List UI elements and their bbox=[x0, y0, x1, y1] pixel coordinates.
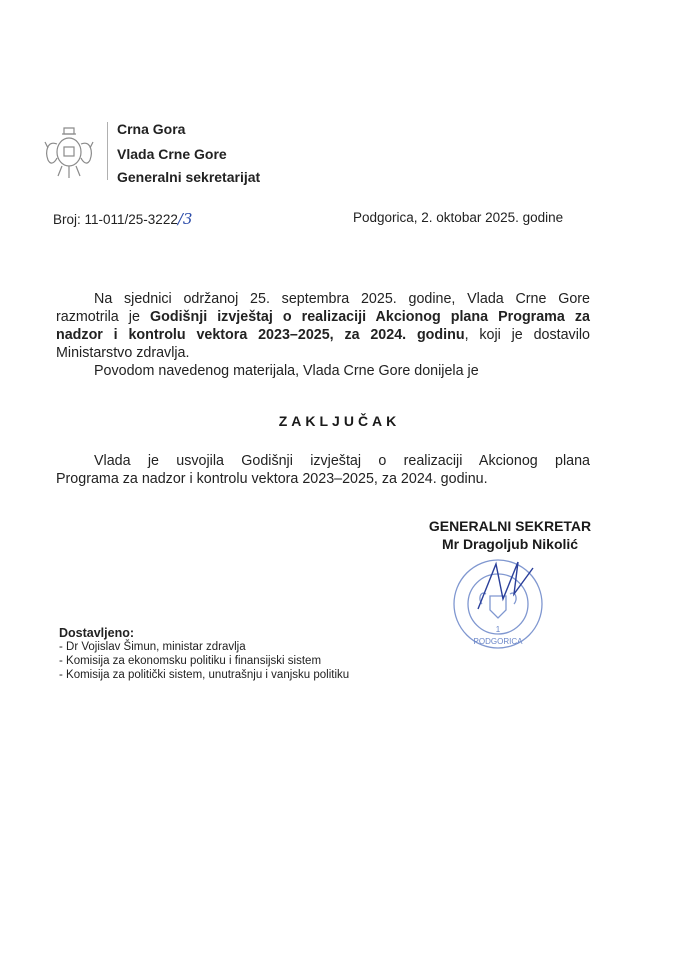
reference-number: Broj: 11-011/25-3222/3 bbox=[53, 210, 193, 228]
signatory-title: GENERALNI SEKRETAR bbox=[428, 518, 592, 534]
header-country: Crna Gora bbox=[117, 121, 186, 137]
distribution-item: - Komisija za ekonomsku politiku i finansijski sistem bbox=[59, 655, 322, 667]
place-date: Podgorica, 2. oktobar 2025. godine bbox=[353, 210, 564, 225]
svg-text:PODGORICA: PODGORICA bbox=[473, 637, 523, 646]
document-title: ZAKLJUČAK bbox=[278, 413, 401, 429]
official-stamp bbox=[448, 554, 558, 654]
conclusion-line: Vlada je usvojila Godišnji izvještaj o realizaciji Akcionog plana bbox=[94, 453, 590, 469]
svg-text:1: 1 bbox=[495, 625, 501, 634]
handwritten-suffix: /3 bbox=[177, 210, 193, 228]
distribution-item: - Komisija za politički sistem, unutrašnju i vanjsku politiku bbox=[59, 669, 350, 681]
header-secretariat: Generalni sekretarijat bbox=[117, 169, 261, 185]
signatory-name: Mr Dragoljub Nikolić bbox=[441, 536, 579, 552]
distribution-item: - Dr Vojislav Šimun, ministar zdravlja bbox=[59, 641, 246, 653]
coat-of-arms-icon bbox=[42, 122, 96, 182]
distribution-heading: Dostavljeno: bbox=[59, 626, 135, 640]
paragraph-line: Povodom navedenog materijala, Vlada Crne Gore donijela je bbox=[94, 363, 479, 379]
paragraph-line: razmotrila je Godišnji izvještaj o realizaciji Akcionog plana Programa za bbox=[56, 309, 590, 325]
header-government: Vlada Crne Gore bbox=[117, 146, 227, 162]
header-divider bbox=[107, 122, 108, 180]
paragraph-line: Ministarstvo zdravlja. bbox=[56, 345, 190, 361]
conclusion-line: Programa za nadzor i kontrolu vektora 2023–2025, za 2024. godinu. bbox=[56, 471, 488, 487]
paragraph-line: Na sjednici održanoj 25. septembra 2025. godine, Vlada Crne Gore bbox=[94, 291, 590, 307]
paragraph-line: nadzor i kontrolu vektora 2023–2025, za 2024. godinu, koji je dostavilo bbox=[56, 327, 590, 343]
